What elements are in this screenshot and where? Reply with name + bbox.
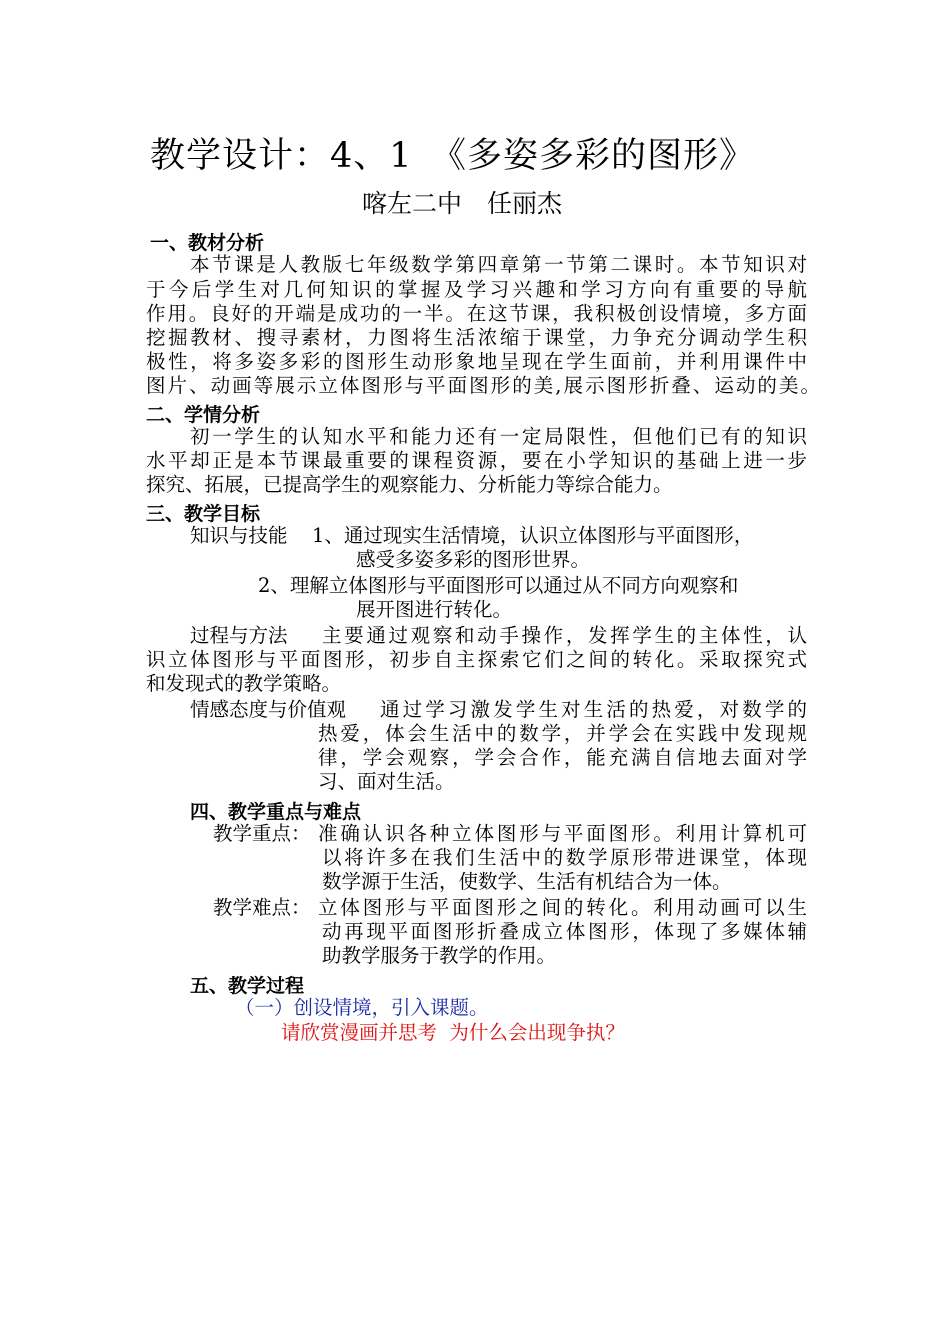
author-line: 喀左二中 任丽杰 [362,189,563,218]
paragraph-line: 数学源于生活，使数学、生活有机结合为一体。 [322,870,732,893]
objective-item-cont: 展开图进行转化。 [356,598,513,621]
paragraph-line: 作用。良好的开端是成功的一半。在这节课，我积极创设情境，多方面 [146,302,807,325]
objective-label-emotion: 情感态度与价值观 [190,698,347,721]
objective-label-knowledge: 知识与技能 [190,524,288,547]
section-heading-key-points: 四、教学重点与难点 [190,801,362,823]
paragraph-line: 和发现式的教学策略。 [146,672,342,695]
objective-label-process: 过程与方法 [190,624,288,647]
objective-item-cont: 感受多姿多彩的图形世界。 [356,548,591,571]
objective-item: 2、理解立体图形与平面图形可以通过从不同方向观察和 [258,574,739,597]
section-heading-process: 五、教学过程 [190,975,305,997]
paragraph-line: 本节课是人教版七年级数学第四章第一节第二课时。本节知识对 [190,253,807,276]
paragraph-line: 极性，将多姿多彩的图形生动形象地呈现在学生面前，并利用课件中 [146,350,807,373]
paragraph-line: 准确认识各种立体图形与平面图形。利用计算机可 [318,822,807,845]
paragraph-line: 初一学生的认知水平和能力还有一定局限性，但他们已有的知识 [190,425,807,448]
document-title: 教学设计：4、1 《多姿多彩的图形》 [150,136,756,176]
section-heading-students: 二、学情分析 [146,404,261,426]
paragraph-line: 热爱，体会生活中的数学，并学会在实践中发现规 [318,722,807,745]
section-heading-objectives: 三、教学目标 [146,503,261,525]
paragraph-line: 立体图形与平面图形之间的转化。利用动画可以生 [318,896,807,919]
objective-item: 1、通过现实生活情境，认识立体图形与平面图形， [312,524,754,547]
difficulty-label: 教学难点： [213,896,311,919]
paragraph-line: 律，学会观察，学会合作，能充满自信地去面对学 [318,746,807,769]
paragraph-line: 水平却正是本节课最重要的课程资源，要在小学知识的基础上进一步 [146,449,807,472]
paragraph-line: 主要通过观察和动手操作，发挥学生的主体性，认 [322,624,807,647]
paragraph-line: 于今后学生对几何知识的掌握及学习兴趣和学习方向有重要的导航 [146,278,807,301]
paragraph-line: 识立体图形与平面图形，初步自主探索它们之间的转化。采取探究式 [146,648,807,671]
paragraph-line: 通过学习激发学生对生活的热爱，对数学的 [380,698,807,721]
key-point-label: 教学重点： [213,822,311,845]
paragraph-line: 挖掘教材、搜寻素材，力图将生活浓缩于课堂，力争充分调动学生积 [146,326,807,349]
paragraph-line: 助教学服务于教学的作用。 [322,944,557,967]
paragraph-line: 动再现平面图形折叠成立体图形，体现了多媒体辅 [322,920,807,943]
paragraph-line: 以将许多在我们生活中的数学原形带进课堂，体现 [322,846,807,869]
section-heading-materials: 一、教材分析 [150,232,265,254]
paragraph-line: 探究、拓展，已提高学生的观察能力、分析能力等综合能力。 [146,473,673,496]
prompt-question: 请欣赏漫画并思考 为什么会出现争执？ [281,1021,625,1044]
paragraph-line: 习、面对生活。 [318,770,455,793]
subheading-introduction: （一）创设情境，引入课题。 [235,996,489,1019]
paragraph-line: 图片、动画等展示立体图形与平面图形的美,展示图形折叠、运动的美。 [146,374,820,397]
